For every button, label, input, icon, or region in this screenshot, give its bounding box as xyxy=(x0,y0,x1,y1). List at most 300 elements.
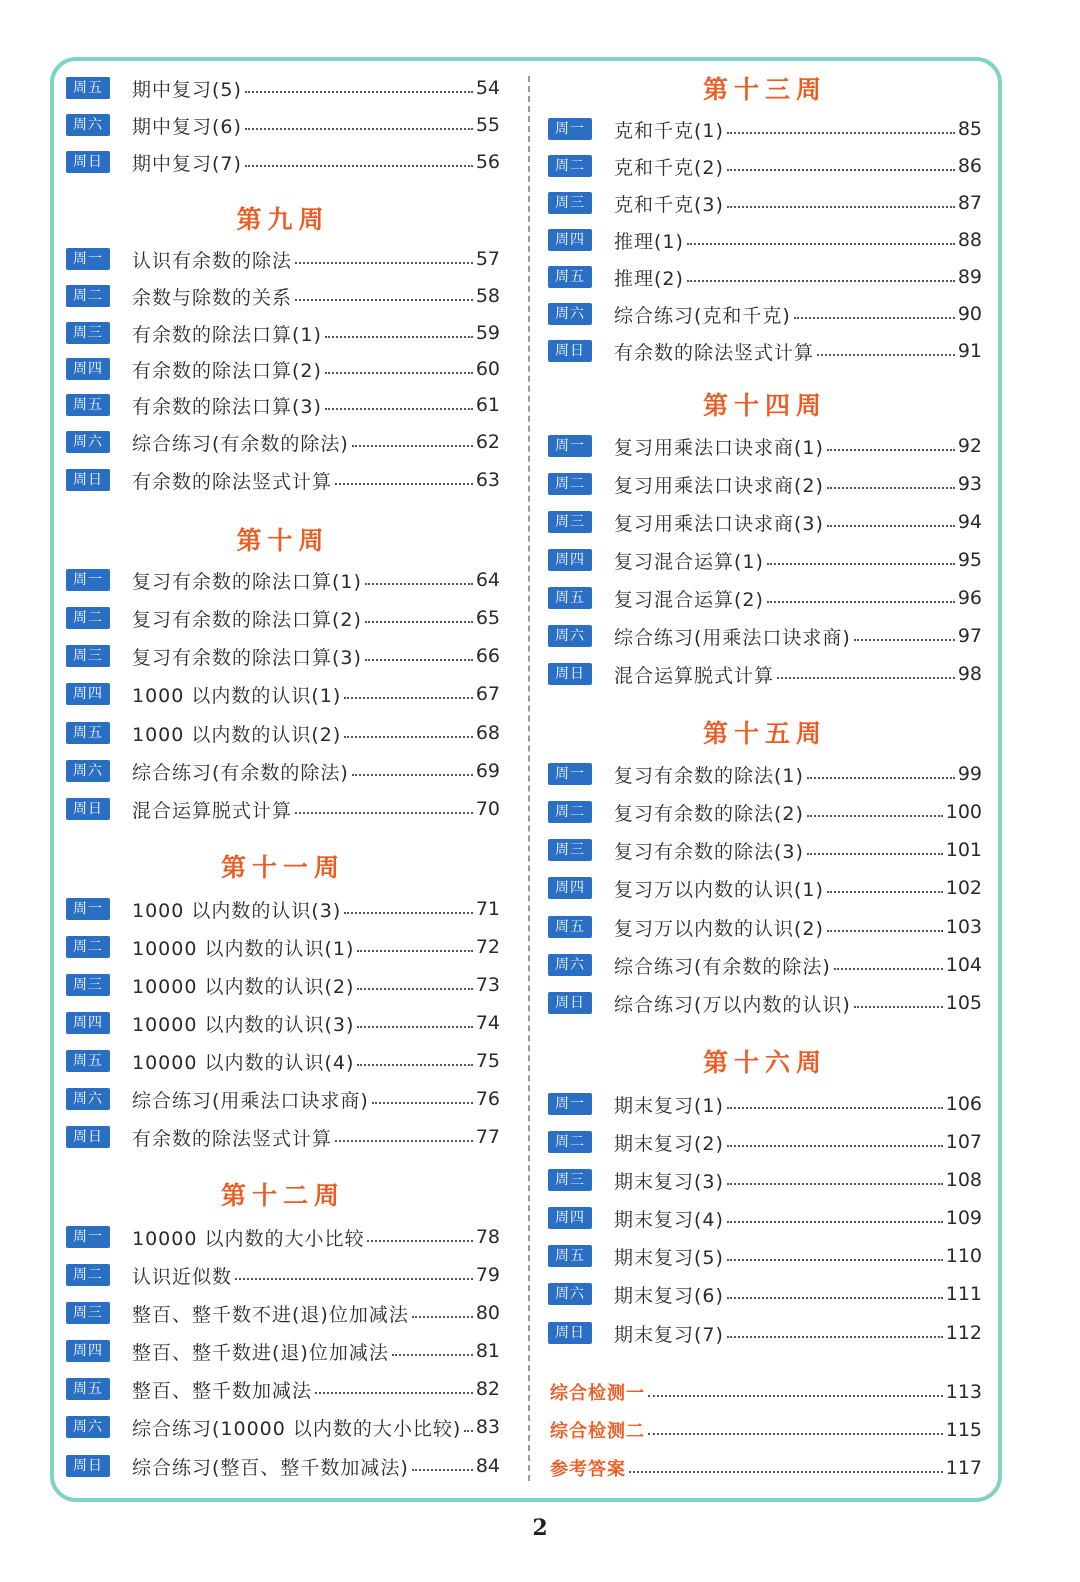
entry-title: 复习有余数的除法口算(3) xyxy=(132,646,362,669)
dot-leader xyxy=(727,1259,943,1261)
weekday-badge: 周六 xyxy=(548,954,592,976)
weekday-badge: 周六 xyxy=(66,1088,110,1110)
entry-title: 有余数的除法竖式计算 xyxy=(132,1127,333,1150)
entry-title: 复习用乘法口诀求商(2) xyxy=(614,474,824,497)
entry-page-number: 59 xyxy=(475,322,500,344)
entry-title: 有余数的除法口算(2) xyxy=(132,359,322,382)
weekday-badge: 周日 xyxy=(548,1322,592,1344)
dot-leader xyxy=(807,815,943,817)
entry-title: 整百、整千数进(退)位加减法 xyxy=(132,1341,389,1364)
dot-leader xyxy=(365,659,473,661)
entry-page-number: 87 xyxy=(957,192,982,214)
dot-leader xyxy=(727,1107,943,1109)
entry-title: 10000 以内数的大小比较 xyxy=(132,1227,365,1250)
week-heading: 第十二周 xyxy=(220,1181,345,1210)
entry-page-number: 89 xyxy=(957,266,982,288)
weekday-badge: 周一 xyxy=(548,1093,592,1115)
entry-title: 余数与除数的关系 xyxy=(132,286,293,309)
entry-title: 10000 以内数的认识(4) xyxy=(132,1051,355,1074)
entry-title: 混合运算脱式计算 xyxy=(614,664,775,687)
dot-leader xyxy=(727,1336,943,1338)
entry-title: 复习用乘法口诀求商(1) xyxy=(614,436,824,459)
toc-entry[interactable] xyxy=(548,507,982,537)
toc-entry[interactable] xyxy=(66,147,500,177)
toc-entry[interactable] xyxy=(66,970,500,1000)
toc-entry[interactable] xyxy=(66,1084,500,1114)
entry-page-number: 98 xyxy=(957,663,982,685)
entry-page-number: 86 xyxy=(957,155,982,177)
toc-entry[interactable] xyxy=(66,794,500,824)
weekday-badge: 周四 xyxy=(66,683,110,705)
dot-leader xyxy=(834,968,943,970)
dot-leader xyxy=(357,988,472,990)
dot-leader xyxy=(352,445,473,447)
entry-title: 认识近似数 xyxy=(132,1265,233,1288)
entry-page-number: 61 xyxy=(475,394,500,416)
weekday-badge: 周日 xyxy=(548,340,592,362)
dot-leader xyxy=(777,677,955,679)
entry-page-number: 77 xyxy=(475,1126,500,1148)
entry-page-number: 64 xyxy=(475,569,500,591)
toc-entry[interactable] xyxy=(548,1203,982,1233)
entry-title: 期末复习(1) xyxy=(614,1094,724,1117)
entry-page-number: 112 xyxy=(945,1322,982,1344)
dot-leader xyxy=(727,169,955,171)
weekday-badge: 周一 xyxy=(548,435,592,457)
entry-page-number: 104 xyxy=(945,954,982,976)
weekday-badge: 周三 xyxy=(548,192,592,214)
toc-entry[interactable] xyxy=(548,336,982,366)
weekday-badge: 周二 xyxy=(548,1131,592,1153)
entry-page-number: 99 xyxy=(957,763,982,785)
weekday-badge: 周五 xyxy=(66,722,110,744)
weekday-badge: 周五 xyxy=(548,1245,592,1267)
entry-page-number: 56 xyxy=(475,151,500,173)
weekday-badge: 周一 xyxy=(66,248,110,270)
entry-title: 综合练习(整百、整千数加减法) xyxy=(132,1456,409,1479)
weekday-badge: 周一 xyxy=(66,898,110,920)
weekday-badge: 周四 xyxy=(548,549,592,571)
dot-leader xyxy=(352,774,473,776)
weekday-badge: 周三 xyxy=(66,322,110,344)
dot-leader xyxy=(295,299,473,301)
entry-title: 综合检测二 xyxy=(550,1421,645,1442)
dot-leader xyxy=(325,336,473,338)
toc-entry[interactable] xyxy=(548,1241,982,1271)
entry-title: 综合练习(10000 以内数的大小比较) xyxy=(132,1417,462,1440)
dot-leader xyxy=(687,280,955,282)
dot-leader xyxy=(365,621,473,623)
dot-leader xyxy=(357,950,472,952)
toc-entry[interactable] xyxy=(66,1122,500,1152)
toc-entry[interactable] xyxy=(66,110,500,140)
dot-leader xyxy=(367,1240,472,1242)
dot-leader xyxy=(827,891,943,893)
entry-title: 期末复习(6) xyxy=(614,1284,724,1307)
entry-title: 综合练习(有余数的除法) xyxy=(132,432,349,455)
dot-leader xyxy=(295,262,473,264)
entry-title: 有余数的除法竖式计算 xyxy=(132,470,333,493)
dot-leader xyxy=(794,317,955,319)
toc-extra-entry[interactable] xyxy=(548,1453,982,1483)
entry-title: 有余数的除法口算(3) xyxy=(132,395,322,418)
weekday-badge: 周六 xyxy=(548,1283,592,1305)
toc-entry[interactable] xyxy=(548,545,982,575)
dot-leader xyxy=(344,736,473,738)
toc-entry[interactable] xyxy=(548,262,982,292)
weekday-badge: 周二 xyxy=(66,285,110,307)
toc-entry[interactable] xyxy=(66,244,500,274)
weekday-badge: 周日 xyxy=(66,1126,110,1148)
entry-title: 1000 以内数的认识(2) xyxy=(132,723,342,746)
entry-page-number: 58 xyxy=(475,285,500,307)
weekday-badge: 周六 xyxy=(548,303,592,325)
entry-page-number: 82 xyxy=(475,1378,500,1400)
entry-page-number: 96 xyxy=(957,587,982,609)
entry-page-number: 108 xyxy=(945,1169,982,1191)
dot-leader xyxy=(687,243,955,245)
toc-entry[interactable] xyxy=(66,756,500,786)
entry-title: 10000 以内数的认识(2) xyxy=(132,975,355,998)
weekday-badge: 周四 xyxy=(548,229,592,251)
toc-entry[interactable] xyxy=(66,565,500,595)
dot-leader xyxy=(854,1006,943,1008)
toc-entry[interactable] xyxy=(66,1298,500,1328)
weekday-badge: 周五 xyxy=(548,916,592,938)
dot-leader xyxy=(235,1278,473,1280)
dot-leader xyxy=(648,1433,943,1435)
entry-page-number: 70 xyxy=(475,798,500,820)
entry-page-number: 105 xyxy=(945,992,982,1014)
entry-page-number: 100 xyxy=(945,801,982,823)
entry-page-number: 66 xyxy=(475,645,500,667)
entry-title: 期中复习(5) xyxy=(132,78,242,101)
entry-title: 期末复习(4) xyxy=(614,1208,724,1231)
toc-entry[interactable] xyxy=(548,188,982,218)
entry-title: 克和千克(2) xyxy=(614,156,724,179)
dot-leader xyxy=(357,1026,472,1028)
toc-entry[interactable] xyxy=(548,1279,982,1309)
column-divider xyxy=(528,76,530,1481)
toc-entry[interactable] xyxy=(66,73,500,103)
entry-page-number: 113 xyxy=(945,1381,982,1403)
toc-entry[interactable] xyxy=(548,225,982,255)
entry-page-number: 72 xyxy=(475,936,500,958)
week-heading: 第九周 xyxy=(236,205,330,234)
weekday-badge: 周一 xyxy=(66,1226,110,1248)
dot-leader xyxy=(727,1183,943,1185)
entry-title: 整百、整千数加减法 xyxy=(132,1379,313,1402)
entry-title: 复习万以内数的认识(2) xyxy=(614,917,824,940)
dot-leader xyxy=(767,601,955,603)
entry-title: 混合运算脱式计算 xyxy=(132,799,293,822)
entry-title: 综合练习(用乘法口诀求商) xyxy=(132,1089,369,1112)
entry-page-number: 109 xyxy=(945,1207,982,1229)
toc-entry[interactable] xyxy=(548,950,982,980)
entry-title: 综合练习(有余数的除法) xyxy=(132,761,349,784)
entry-page-number: 106 xyxy=(945,1093,982,1115)
dot-leader xyxy=(727,1221,943,1223)
entry-title: 复习混合运算(1) xyxy=(614,550,764,573)
weekday-badge: 周三 xyxy=(66,974,110,996)
toc-entry[interactable] xyxy=(548,114,982,144)
entry-title: 复习有余数的除法(2) xyxy=(614,802,804,825)
entry-page-number: 55 xyxy=(475,114,500,136)
toc-entry[interactable] xyxy=(66,318,500,348)
weekday-badge: 周日 xyxy=(66,1455,110,1477)
entry-title: 复习有余数的除法(1) xyxy=(614,764,804,787)
entry-page-number: 71 xyxy=(475,898,500,920)
entry-title: 期末复习(7) xyxy=(614,1323,724,1346)
entry-page-number: 117 xyxy=(945,1457,982,1479)
week-heading: 第十一周 xyxy=(220,853,345,882)
toc-entry[interactable] xyxy=(66,1374,500,1404)
dot-leader xyxy=(315,1392,473,1394)
entry-page-number: 107 xyxy=(945,1131,982,1153)
weekday-badge: 周一 xyxy=(548,763,592,785)
toc-entry[interactable] xyxy=(66,465,500,495)
entry-title: 1000 以内数的认识(3) xyxy=(132,899,342,922)
dot-leader xyxy=(827,487,955,489)
entry-page-number: 54 xyxy=(475,77,500,99)
weekday-badge: 周二 xyxy=(66,936,110,958)
entry-page-number: 84 xyxy=(475,1455,500,1477)
entry-page-number: 65 xyxy=(475,607,500,629)
dot-leader xyxy=(817,354,955,356)
dot-leader xyxy=(412,1469,473,1471)
entry-title: 10000 以内数的认识(3) xyxy=(132,1013,355,1036)
week-heading: 第十六周 xyxy=(702,1048,827,1077)
entry-title: 复习有余数的除法口算(1) xyxy=(132,570,362,593)
dot-leader xyxy=(357,1064,472,1066)
dot-leader xyxy=(325,408,473,410)
weekday-badge: 周五 xyxy=(66,1378,110,1400)
toc-entry[interactable] xyxy=(66,1451,500,1481)
weekday-badge: 周日 xyxy=(66,151,110,173)
toc-entry[interactable] xyxy=(548,797,982,827)
entry-title: 期中复习(6) xyxy=(132,115,242,138)
toc-entry[interactable] xyxy=(548,759,982,789)
page-number: 2 xyxy=(532,1515,548,1541)
entry-title: 认识有余数的除法 xyxy=(132,249,293,272)
weekday-badge: 周五 xyxy=(66,77,110,99)
weekday-badge: 周一 xyxy=(548,118,592,140)
entry-page-number: 97 xyxy=(957,625,982,647)
toc-entry[interactable] xyxy=(66,354,500,384)
dot-leader xyxy=(245,128,473,130)
dot-leader xyxy=(335,483,473,485)
dot-leader xyxy=(807,853,943,855)
entry-page-number: 73 xyxy=(475,974,500,996)
toc-entry[interactable] xyxy=(548,431,982,461)
entry-page-number: 75 xyxy=(475,1050,500,1072)
weekday-badge: 周一 xyxy=(66,569,110,591)
weekday-badge: 周四 xyxy=(66,358,110,380)
toc-entry[interactable] xyxy=(548,873,982,903)
dot-leader xyxy=(854,639,955,641)
weekday-badge: 周五 xyxy=(66,394,110,416)
toc-entry[interactable] xyxy=(66,1008,500,1038)
dot-leader xyxy=(295,812,473,814)
entry-title: 参考答案 xyxy=(550,1459,626,1480)
dot-leader xyxy=(648,1395,943,1397)
week-heading: 第十三周 xyxy=(702,75,827,104)
entry-title: 复习有余数的除法(3) xyxy=(614,840,804,863)
entry-title: 期末复习(3) xyxy=(614,1170,724,1193)
entry-title: 有余数的除法口算(1) xyxy=(132,323,322,346)
weekday-badge: 周日 xyxy=(66,798,110,820)
dot-leader xyxy=(727,206,955,208)
toc-entry[interactable] xyxy=(548,469,982,499)
toc-entry[interactable] xyxy=(548,621,982,651)
entry-title: 克和千克(3) xyxy=(614,193,724,216)
weekday-badge: 周三 xyxy=(548,839,592,861)
toc-entry[interactable] xyxy=(66,1336,500,1366)
toc-entry[interactable] xyxy=(548,299,982,329)
weekday-badge: 周五 xyxy=(66,1050,110,1072)
entry-page-number: 60 xyxy=(475,358,500,380)
toc-entry[interactable] xyxy=(66,1260,500,1290)
entry-page-number: 83 xyxy=(475,1416,500,1438)
entry-title: 复习混合运算(2) xyxy=(614,588,764,611)
toc-entry[interactable] xyxy=(548,151,982,181)
toc-extra-entry[interactable] xyxy=(548,1377,982,1407)
dot-leader xyxy=(365,583,473,585)
entry-page-number: 110 xyxy=(945,1245,982,1267)
weekday-badge: 周六 xyxy=(66,760,110,782)
entry-page-number: 74 xyxy=(475,1012,500,1034)
entry-page-number: 57 xyxy=(475,248,500,270)
entry-title: 整百、整千数不进(退)位加减法 xyxy=(132,1303,409,1326)
toc-entry[interactable] xyxy=(66,894,500,924)
dot-leader xyxy=(245,165,473,167)
weekday-badge: 周三 xyxy=(548,511,592,533)
toc-entry[interactable] xyxy=(548,1318,982,1348)
weekday-badge: 周日 xyxy=(66,469,110,491)
dot-leader xyxy=(727,1297,943,1299)
entry-page-number: 69 xyxy=(475,760,500,782)
toc-entry[interactable] xyxy=(66,281,500,311)
entry-page-number: 85 xyxy=(957,118,982,140)
weekday-badge: 周四 xyxy=(548,1207,592,1229)
entry-page-number: 102 xyxy=(945,877,982,899)
weekday-badge: 周二 xyxy=(548,155,592,177)
dot-leader xyxy=(344,912,473,914)
weekday-badge: 周六 xyxy=(66,114,110,136)
entry-page-number: 80 xyxy=(475,1302,500,1324)
weekday-badge: 周三 xyxy=(66,1302,110,1324)
toc-entry[interactable] xyxy=(548,988,982,1018)
weekday-badge: 周六 xyxy=(66,431,110,453)
dot-leader xyxy=(245,91,473,93)
entry-title: 综合练习(万以内数的认识) xyxy=(614,993,851,1016)
entry-page-number: 91 xyxy=(957,340,982,362)
toc-entry[interactable] xyxy=(548,1127,982,1157)
entry-page-number: 115 xyxy=(945,1419,982,1441)
dot-leader xyxy=(629,1471,943,1473)
toc-entry[interactable] xyxy=(548,1089,982,1119)
dot-leader xyxy=(325,372,473,374)
entry-title: 综合练习(克和千克) xyxy=(614,304,791,327)
weekday-badge: 周四 xyxy=(66,1012,110,1034)
entry-title: 复习用乘法口诀求商(3) xyxy=(614,512,824,535)
dot-leader xyxy=(767,563,955,565)
entry-page-number: 79 xyxy=(475,1264,500,1286)
toc-entry[interactable] xyxy=(66,1222,500,1252)
entry-page-number: 88 xyxy=(957,229,982,251)
weekday-badge: 周二 xyxy=(66,607,110,629)
entry-title: 综合练习(用乘法口诀求商) xyxy=(614,626,851,649)
entry-page-number: 93 xyxy=(957,473,982,495)
entry-title: 克和千克(1) xyxy=(614,119,724,142)
weekday-badge: 周二 xyxy=(548,473,592,495)
entry-title: 复习有余数的除法口算(2) xyxy=(132,608,362,631)
toc-entry[interactable] xyxy=(66,1046,500,1076)
week-heading: 第十四周 xyxy=(702,391,827,420)
toc-entry[interactable] xyxy=(66,641,500,671)
dot-leader xyxy=(827,525,955,527)
toc-entry[interactable] xyxy=(548,659,982,689)
entry-page-number: 95 xyxy=(957,549,982,571)
entry-title: 复习万以内数的认识(1) xyxy=(614,878,824,901)
entry-page-number: 68 xyxy=(475,722,500,744)
dot-leader xyxy=(727,1145,943,1147)
dot-leader xyxy=(727,132,955,134)
weekday-badge: 周二 xyxy=(548,801,592,823)
weekday-badge: 周二 xyxy=(66,1264,110,1286)
entry-title: 有余数的除法竖式计算 xyxy=(614,341,815,364)
toc-entry[interactable] xyxy=(66,390,500,420)
dot-leader xyxy=(412,1316,473,1318)
entry-page-number: 111 xyxy=(945,1283,982,1305)
entry-page-number: 78 xyxy=(475,1226,500,1248)
entry-title: 期中复习(7) xyxy=(132,152,242,175)
toc-extra-entry[interactable] xyxy=(548,1415,982,1445)
entry-page-number: 67 xyxy=(475,683,500,705)
weekday-badge: 周六 xyxy=(548,625,592,647)
weekday-badge: 周六 xyxy=(66,1416,110,1438)
toc-entry[interactable] xyxy=(548,912,982,942)
dot-leader xyxy=(827,930,943,932)
toc-entry[interactable] xyxy=(548,583,982,613)
entry-page-number: 90 xyxy=(957,303,982,325)
weekday-badge: 周日 xyxy=(548,992,592,1014)
entry-page-number: 101 xyxy=(945,839,982,861)
toc-entry[interactable] xyxy=(66,427,500,457)
dot-leader xyxy=(344,697,473,699)
weekday-badge: 周五 xyxy=(548,587,592,609)
toc-entry[interactable] xyxy=(66,603,500,633)
dot-leader xyxy=(807,777,955,779)
dot-leader xyxy=(392,1354,473,1356)
toc-entry[interactable] xyxy=(66,679,500,709)
entry-page-number: 103 xyxy=(945,916,982,938)
entry-title: 期末复习(2) xyxy=(614,1132,724,1155)
weekday-badge: 周三 xyxy=(66,645,110,667)
entry-title: 期末复习(5) xyxy=(614,1246,724,1269)
toc-entry[interactable] xyxy=(66,1412,500,1442)
dot-leader xyxy=(827,449,955,451)
entry-title: 推理(2) xyxy=(614,267,684,290)
weekday-badge: 周四 xyxy=(548,877,592,899)
toc-entry[interactable] xyxy=(66,932,500,962)
entry-title: 综合检测一 xyxy=(550,1383,645,1404)
toc-entry[interactable] xyxy=(548,1165,982,1195)
week-heading: 第十五周 xyxy=(702,719,827,748)
toc-entry[interactable] xyxy=(66,718,500,748)
entry-page-number: 81 xyxy=(475,1340,500,1362)
toc-entry[interactable] xyxy=(548,835,982,865)
